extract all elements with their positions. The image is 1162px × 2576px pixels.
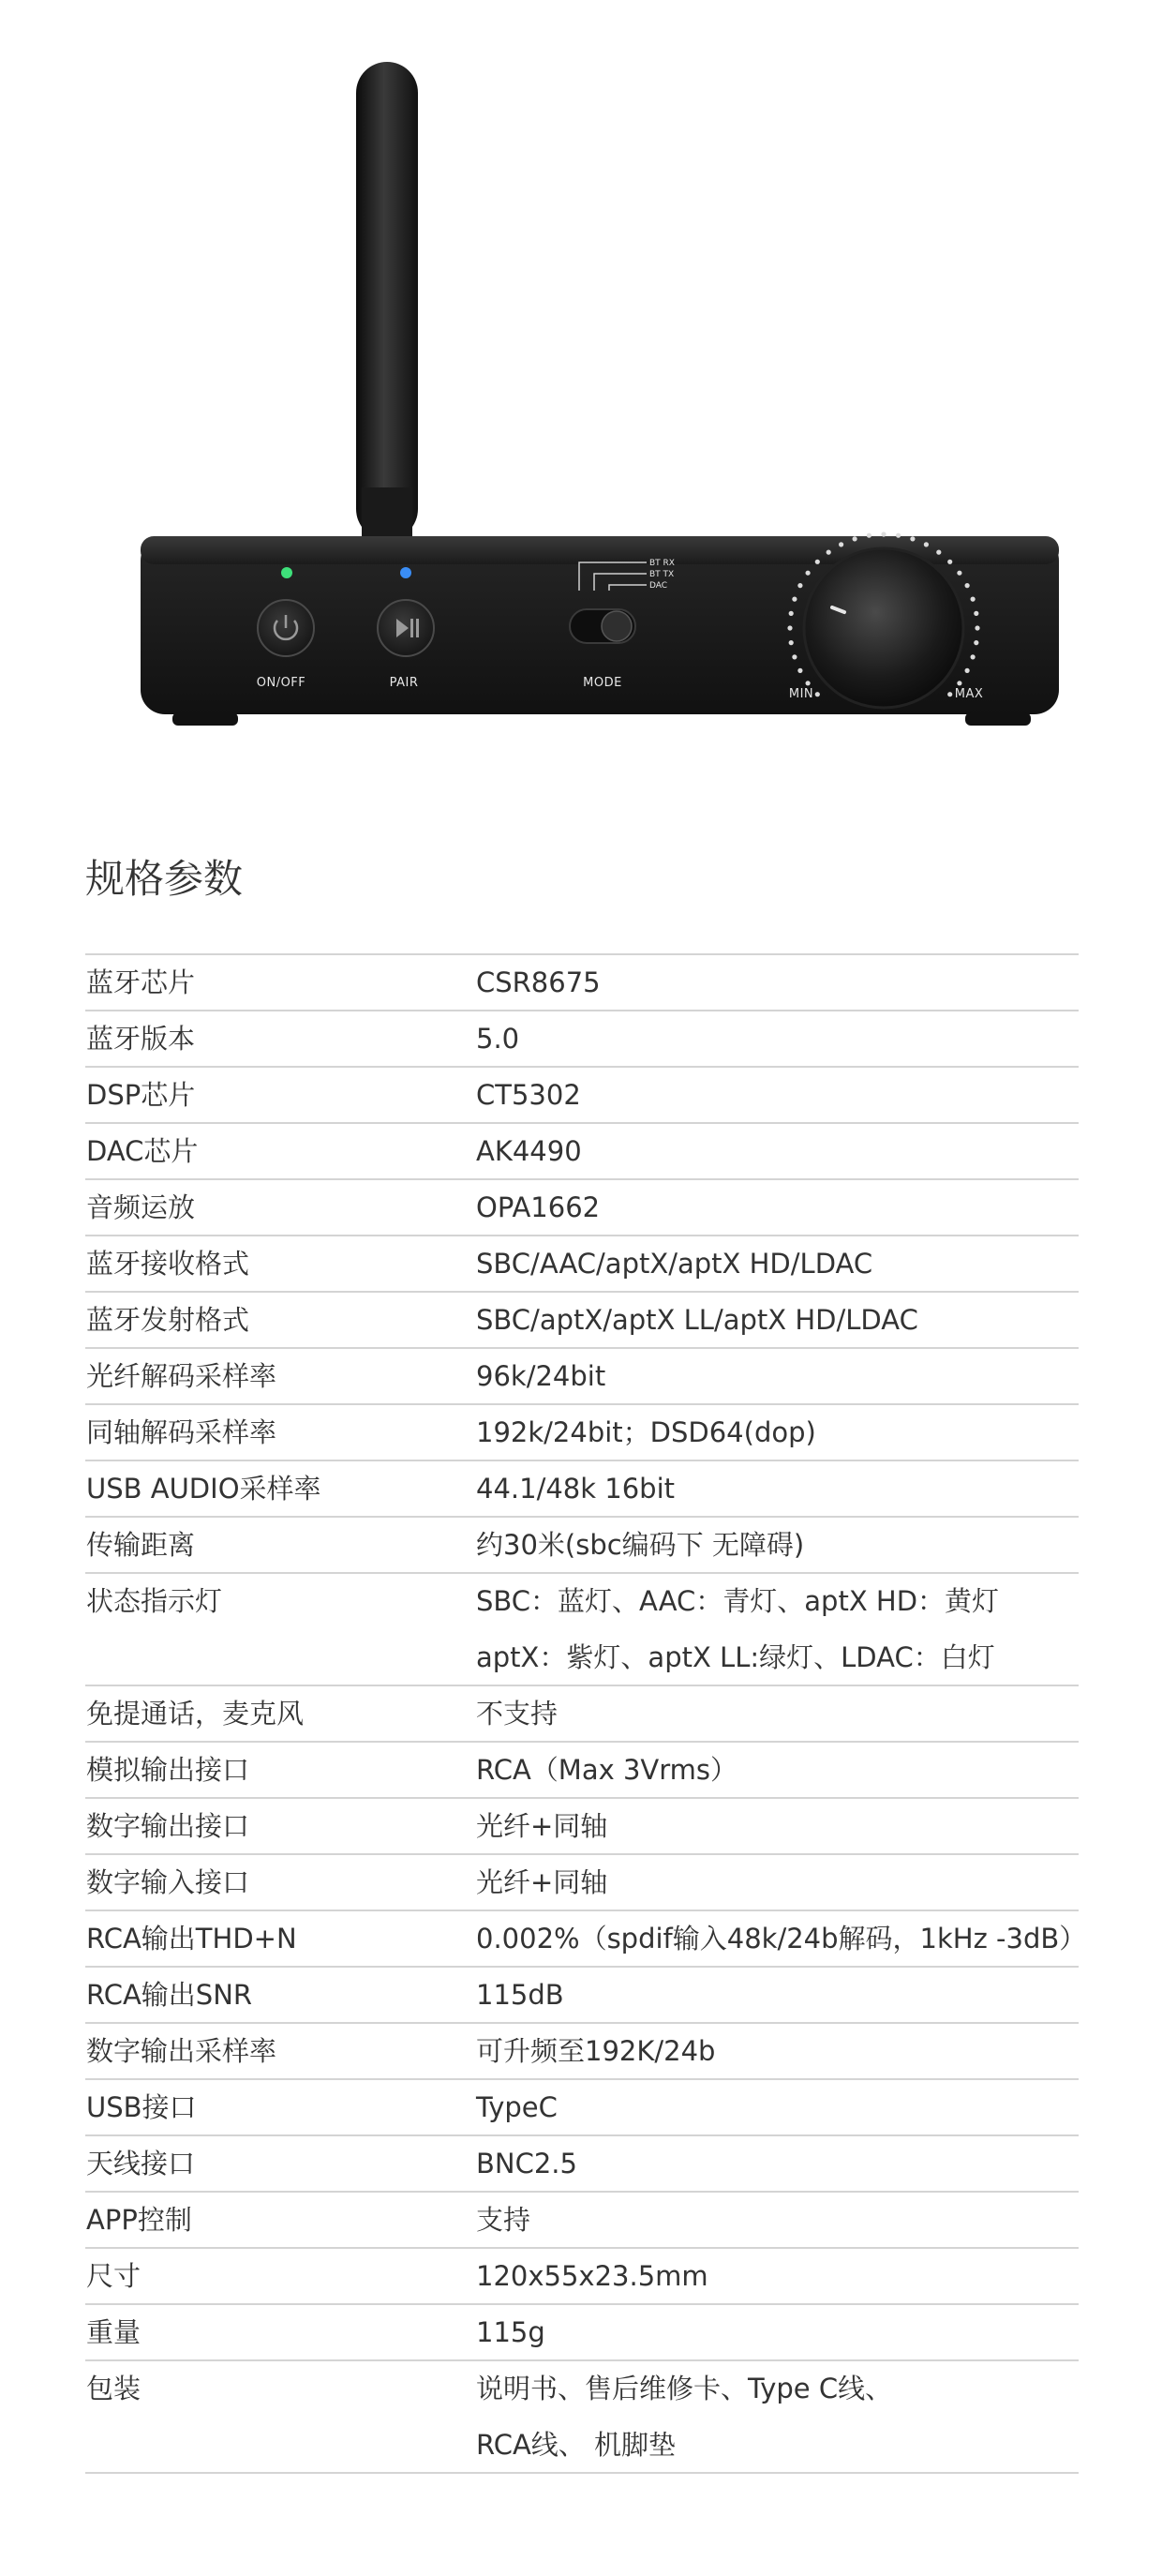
- volume-scale-dot: [881, 532, 886, 536]
- volume-scale-dot: [792, 654, 797, 659]
- spec-value: AK4490: [476, 1135, 582, 1167]
- spec-row: [85, 1743, 1079, 1799]
- spec-key: 数字输出采样率: [86, 2035, 277, 2067]
- volume-scale-dot: [806, 681, 811, 685]
- spec-value: [476, 1574, 1079, 1685]
- spec-value: 0.002%（spdif输入48k/24b解码，1kHz -3dB）: [476, 1923, 1087, 1954]
- volume-scale-dot: [947, 560, 952, 564]
- spec-key: 状态指示灯: [86, 1585, 223, 1617]
- volume-scale-dot: [815, 560, 820, 564]
- spec-row: [85, 1574, 1079, 1686]
- spec-value-line: 说明书、售后维修卡、Type C线、: [476, 2373, 893, 2404]
- volume-scale-dot: [947, 692, 952, 696]
- volume-scale-dot: [975, 625, 979, 630]
- volume-scale-dot: [839, 542, 843, 547]
- spec-value: SBC/AAC/aptX/aptX HD/LDAC: [476, 1248, 873, 1280]
- spec-value: 光纤+同轴: [476, 1810, 608, 1842]
- spec-row: [85, 1349, 1079, 1405]
- spec-value: TypeC: [476, 2091, 558, 2123]
- spec-value: 光纤+同轴: [476, 1866, 608, 1898]
- volume-scale-dot: [789, 611, 794, 616]
- spec-key: 数字输入接口: [86, 1866, 250, 1898]
- volume-scale-dot: [957, 681, 961, 685]
- spec-row: [85, 2080, 1079, 2136]
- spec-title: 规格参数: [85, 856, 244, 902]
- spec-value: SBC/aptX/aptX LL/aptX HD/LDAC: [476, 1304, 918, 1336]
- spec-row: [85, 2136, 1079, 2193]
- spec-value: 5.0: [476, 1023, 520, 1055]
- volume-scale-dot: [827, 550, 831, 555]
- volume-scale-dot: [965, 583, 970, 588]
- volume-scale-dot: [910, 536, 915, 541]
- spec-key: 数字输出接口: [86, 1810, 250, 1842]
- spec-row: [85, 1911, 1087, 1968]
- volume-scale-dot: [924, 542, 929, 547]
- spec-row: [85, 2193, 1079, 2249]
- on-off-label: ON/OFF: [256, 676, 306, 690]
- spec-row: [85, 1968, 1079, 2024]
- product-photo: [0, 0, 1162, 778]
- spec-key: 重量: [86, 2316, 142, 2348]
- knob-max-label: MAX: [954, 687, 984, 701]
- pair-led: [400, 567, 411, 578]
- spec-row: [85, 1236, 1079, 1293]
- volume-scale-dot: [797, 668, 802, 673]
- spec-row: [85, 1461, 1079, 1518]
- spec-value: CSR8675: [476, 966, 601, 998]
- device-illustration: [0, 0, 1162, 778]
- spec-key: APP控制: [86, 2204, 192, 2236]
- volume-scale-dot: [797, 583, 802, 588]
- spec-key: 蓝牙接收格式: [86, 1248, 250, 1280]
- spec-row: [85, 2305, 1079, 2361]
- spec-key: 蓝牙版本: [86, 1023, 196, 1055]
- volume-scale-dot: [815, 692, 820, 696]
- spec-table: [85, 953, 1087, 2474]
- volume-scale-dot: [974, 611, 978, 616]
- spec-key: 免提通话，麦克风: [86, 1698, 305, 1730]
- mode-option-dac: DAC: [649, 581, 668, 591]
- spec-key: 传输距离: [86, 1529, 196, 1561]
- volume-scale-dot: [971, 597, 976, 602]
- spec-key: 蓝牙发射格式: [86, 1304, 250, 1336]
- spec-key: USB接口: [86, 2091, 197, 2123]
- spec-key: 蓝牙芯片: [86, 966, 196, 998]
- spec-value: 不支持: [476, 1698, 559, 1730]
- volume-scale-dot: [853, 536, 857, 541]
- spec-value: [476, 2361, 1079, 2472]
- spec-row: [85, 1405, 1079, 1461]
- spec-key: RCA输出THD+N: [86, 1923, 297, 1954]
- spec-row: [85, 2024, 1079, 2080]
- pair-label: PAIR: [389, 676, 419, 690]
- spec-row: [85, 1068, 1079, 1124]
- spec-key: 尺寸: [86, 2260, 142, 2292]
- spec-row: [85, 1124, 1079, 1180]
- spec-key: DAC芯片: [86, 1135, 199, 1167]
- volume-scale-dot: [974, 640, 978, 645]
- spec-key: DSP芯片: [86, 1079, 196, 1111]
- power-led: [281, 567, 292, 578]
- spec-row: [85, 1011, 1079, 1068]
- spec-value: 115dB: [476, 1979, 564, 2011]
- volume-scale-dot: [806, 571, 811, 576]
- volume-scale-dot: [789, 640, 794, 645]
- spec-key: 天线接口: [86, 2148, 196, 2179]
- spec-row: [85, 2361, 1079, 2474]
- spec-value: OPA1662: [476, 1191, 601, 1223]
- volume-scale-dot: [971, 654, 976, 659]
- spec-value: 192k/24bit；DSD64(dop): [476, 1416, 816, 1448]
- pair-button[interactable]: [378, 600, 434, 656]
- mode-option-bt-rx: BT RX: [649, 559, 675, 568]
- spec-row: [85, 955, 1079, 1011]
- spec-key: 同轴解码采样率: [86, 1416, 277, 1448]
- spec-row: [85, 1180, 1079, 1236]
- spec-key: 光纤解码采样率: [86, 1360, 277, 1392]
- volume-scale-dot: [867, 533, 872, 538]
- mode-switch[interactable]: [570, 609, 635, 643]
- spec-row: [85, 1686, 1079, 1743]
- spec-value: 可升频至192K/24b: [476, 2035, 716, 2067]
- spec-row: [85, 1293, 1079, 1349]
- spec-row: [85, 1855, 1079, 1911]
- spec-key: 音频运放: [86, 1191, 196, 1223]
- spec-value: 120x55x23.5mm: [476, 2260, 708, 2292]
- spec-row: [85, 1799, 1079, 1855]
- volume-scale-dot: [792, 597, 797, 602]
- knob-min-label: MIN: [788, 687, 814, 701]
- spec-key: RCA输出SNR: [86, 1979, 253, 2011]
- volume-scale-dot: [896, 533, 901, 538]
- spec-row: [85, 2249, 1079, 2305]
- volume-scale-dot: [936, 550, 941, 555]
- spec-value: BNC2.5: [476, 2148, 577, 2179]
- power-button[interactable]: [258, 600, 314, 656]
- antenna: [356, 62, 418, 540]
- volume-scale-dot: [957, 571, 961, 576]
- spec-row: [85, 1518, 1079, 1574]
- mode-label: MODE: [583, 676, 622, 690]
- volume-scale-dot: [965, 668, 970, 673]
- spec-value: 44.1/48k 16bit: [476, 1473, 675, 1505]
- spec-value-line: aptX：紫灯、aptX LL:绿灯、LDAC：白灯: [476, 1641, 995, 1673]
- spec-value: 96k/24bit: [476, 1360, 606, 1392]
- mode-option-bt-tx: BT TX: [649, 570, 675, 579]
- spec-value: 115g: [476, 2316, 545, 2348]
- spec-key: USB AUDIO采样率: [86, 1473, 321, 1505]
- spec-value: RCA（Max 3Vrms）: [476, 1754, 738, 1786]
- volume-scale-dot: [787, 625, 792, 630]
- spec-key: 模拟输出接口: [86, 1754, 250, 1786]
- spec-value: 支持: [476, 2204, 531, 2236]
- spec-value-line: SBC：蓝灯、AAC：青灯、aptX HD：黄灯: [476, 1585, 1000, 1617]
- spec-key: 包装: [86, 2373, 142, 2404]
- spec-value-line: RCA线、 机脚垫: [476, 2429, 677, 2461]
- spec-value: 约30米(sbc编码下 无障碍): [476, 1529, 805, 1561]
- spec-value: CT5302: [476, 1079, 581, 1111]
- volume-knob[interactable]: [804, 548, 963, 708]
